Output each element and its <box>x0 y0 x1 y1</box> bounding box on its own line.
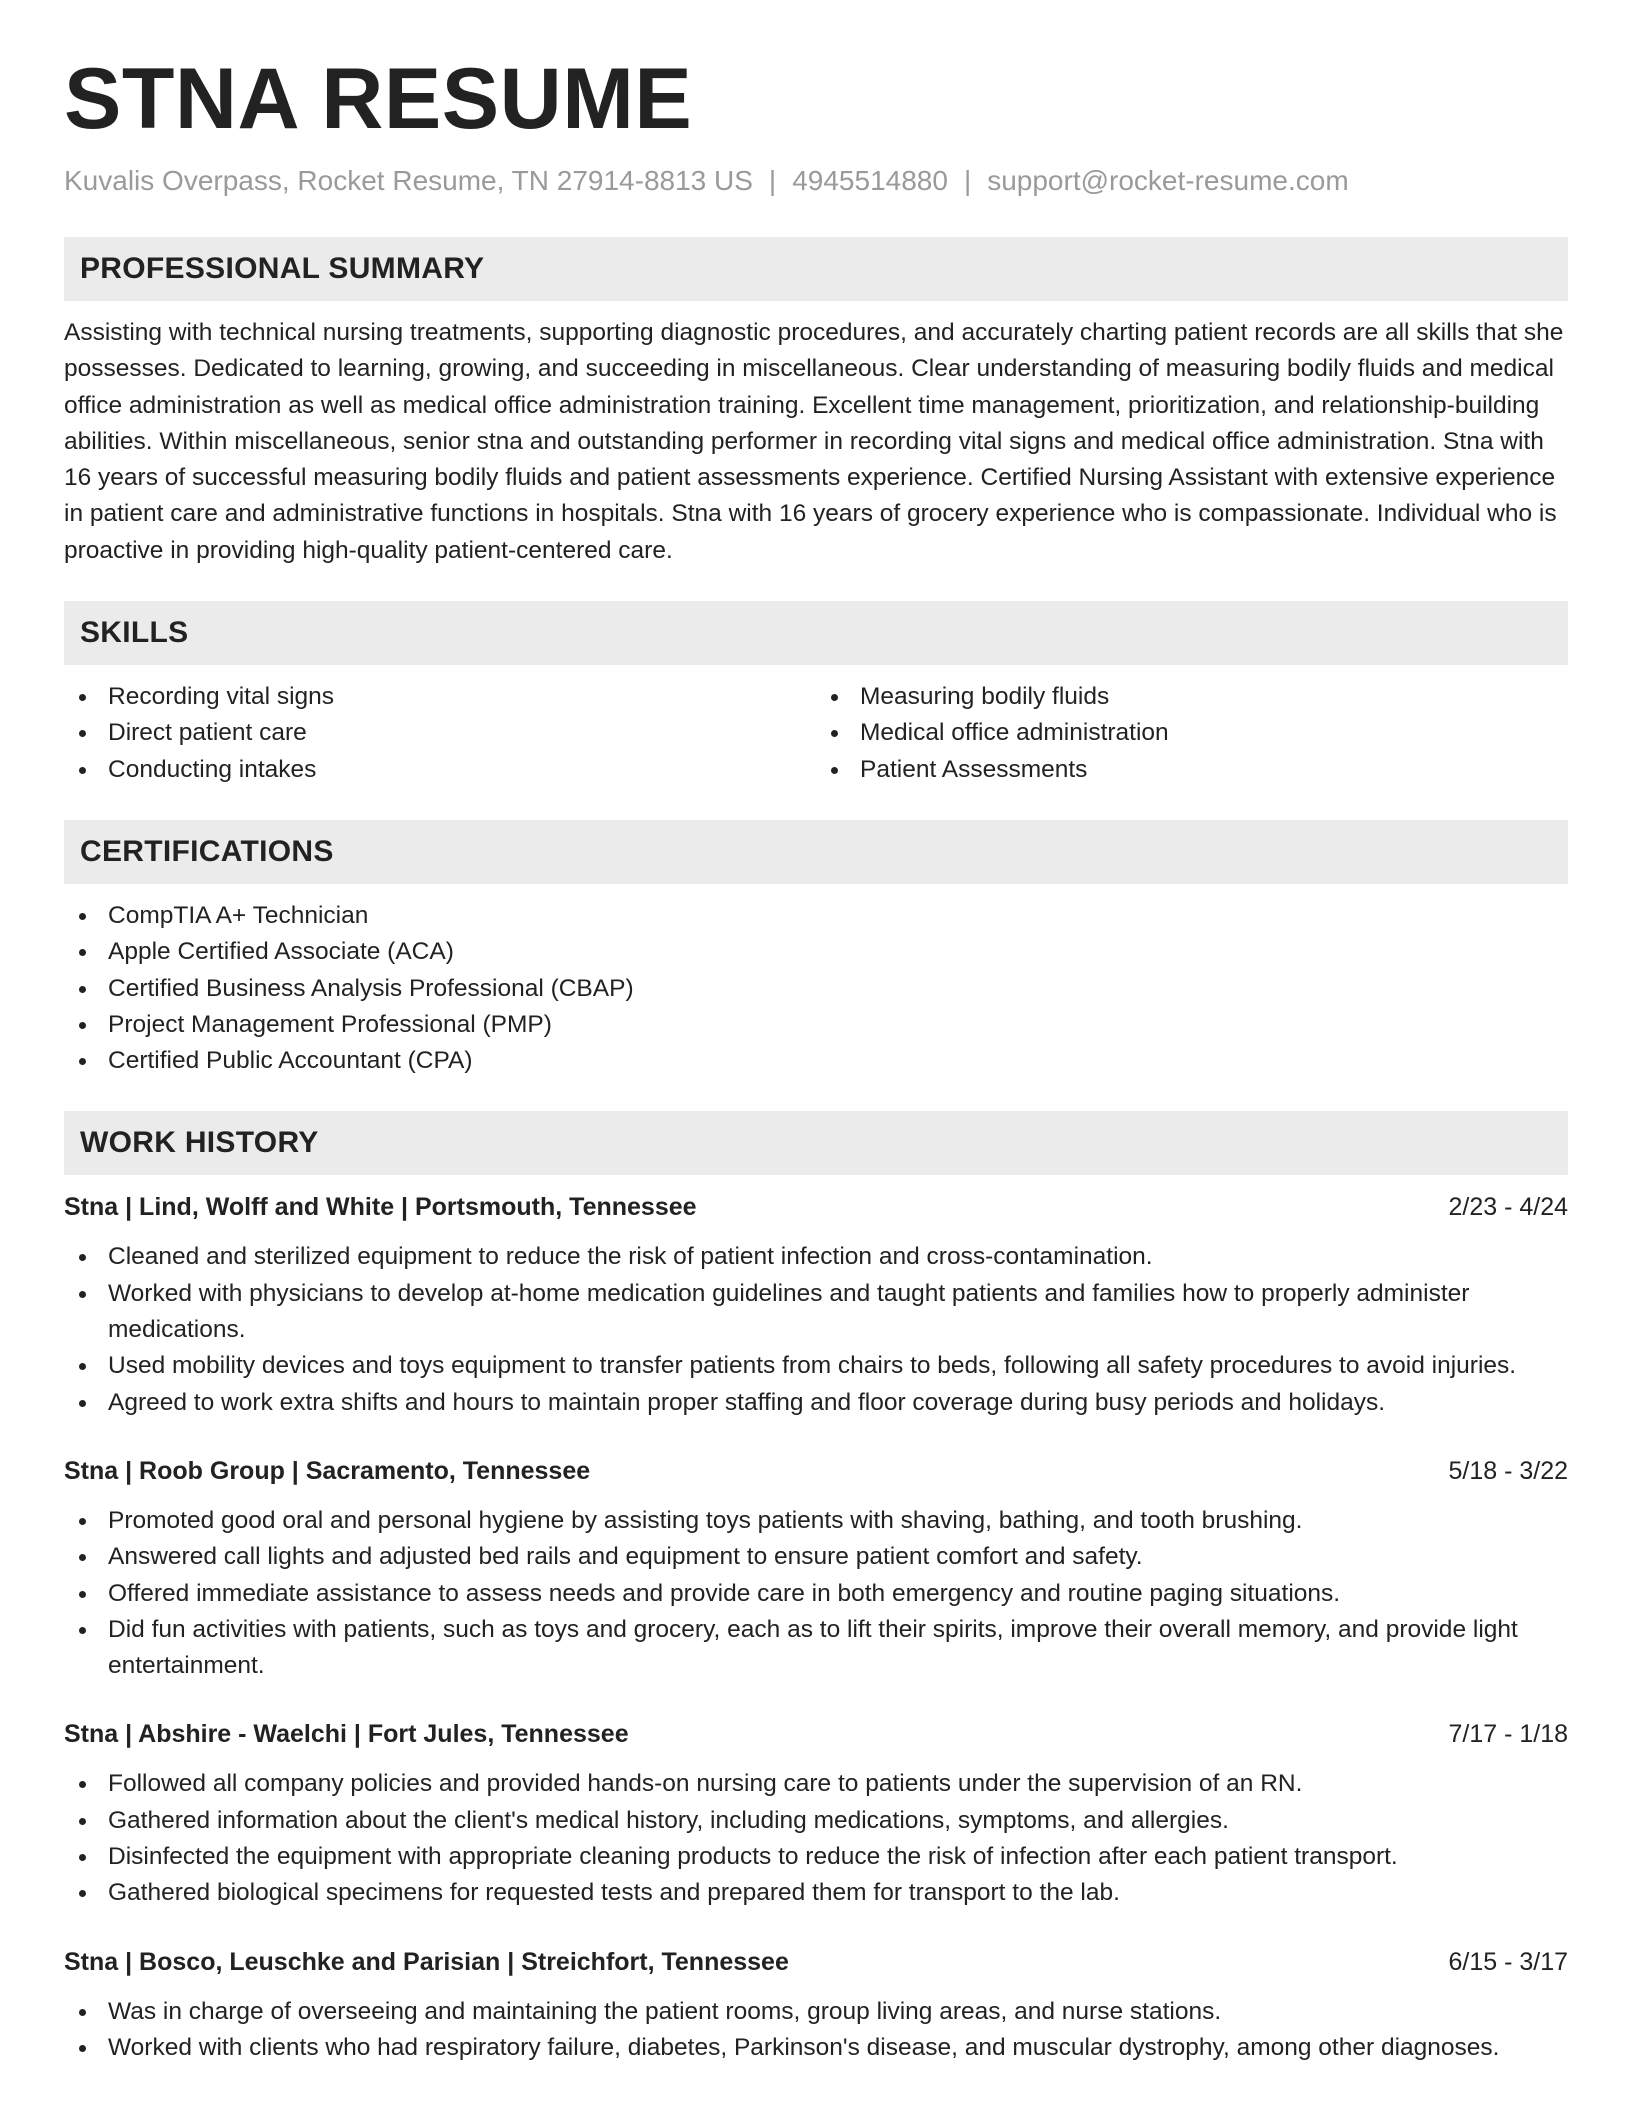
skills-list-left <box>64 679 816 788</box>
work-history-section <box>64 1111 1568 2066</box>
job-bullets <box>64 1994 1568 2067</box>
certifications-section <box>64 820 1568 1079</box>
contact-address: Kuvalis Overpass, Rocket Resume, TN 27914-8813 US <box>64 164 753 196</box>
section-heading-professional-summary: PROFESSIONAL SUMMARY <box>64 237 1568 301</box>
job-bullet: Was in charge of overseeing and maintaining the patient rooms, group living areas, and nurse stations. <box>64 1994 1568 2030</box>
skills-list-right <box>816 679 1568 788</box>
job-header <box>64 1716 1568 1752</box>
job-bullet: Promoted good oral and personal hygiene by assisting toys patients with shaving, bathing, and tooth brushing. <box>64 1503 1568 1539</box>
skill-item: Medical office administration <box>816 715 1568 751</box>
job-entry <box>64 1453 1568 1684</box>
job-header <box>64 1944 1568 1980</box>
job-entry <box>64 1944 1568 2067</box>
job-title: Stna | Abshire - Waelchi | Fort Jules, Tennessee <box>64 1720 629 1749</box>
job-entry <box>64 1716 1568 1911</box>
job-dates: 2/23 - 4/24 <box>1448 1193 1568 1222</box>
skill-item: Recording vital signs <box>64 679 816 715</box>
resume-title: STNA RESUME <box>64 51 693 147</box>
skill-item: Measuring bodily fluids <box>816 679 1568 715</box>
professional-summary-text: Assisting with technical nursing treatments, supporting diagnostic procedures, and accurately charting patient records are all skills that she possesses. Dedicated to learning, growing, and succeeding in miscellaneous. Clear understanding of measuring bodily fluids and medical office administration as well as medical office administration training. Excellent time management, prioritization, and relationship-building abilities. Within miscellaneous, senior stna and outstanding performer in recording vital signs and medical office administration. Stna with 16 years of successful measuring bodily fluids and patient assessments experience. Certified Nursing Assistant with extensive experience in patient care and administrative functions in hospitals. Stna with 16 years of grocery experience who is compassionate. Individual who is proactive in providing high-quality patient-centered care. <box>64 318 1564 564</box>
job-dates: 5/18 - 3/22 <box>1448 1456 1568 1485</box>
certification-item: CompTIA A+ Technician <box>64 898 1568 934</box>
skills-section <box>64 601 1568 788</box>
job-entry <box>64 1189 1568 1420</box>
contact-email[interactable]: support@rocket-resume.com <box>987 164 1349 196</box>
job-bullet: Worked with clients who had respiratory failure, diabetes, Parkinson's disease, and muscular dystrophy, among other diagnoses. <box>64 2030 1568 2066</box>
skills-grid <box>64 679 1568 788</box>
certification-item: Certified Public Accountant (CPA) <box>64 1043 1568 1079</box>
skill-item: Direct patient care <box>64 715 816 751</box>
job-bullets <box>64 1503 1568 1684</box>
job-title: Stna | Roob Group | Sacramento, Tennessee <box>64 1456 591 1485</box>
job-bullet: Agreed to work extra shifts and hours to maintain proper staffing and floor coverage during busy periods and holidays. <box>64 1385 1568 1421</box>
section-heading-certifications: CERTIFICATIONS <box>64 820 1568 884</box>
contact-separator: | <box>768 164 777 196</box>
job-bullet: Did fun activities with patients, such as toys and grocery, each as to lift their spirits, improve their overall memory, and provide light entertainment. <box>64 1612 1568 1685</box>
job-bullet: Cleaned and sterilized equipment to reduce the risk of patient infection and cross-contamination. <box>64 1239 1568 1275</box>
job-bullets <box>64 1239 1568 1420</box>
job-bullet: Answered call lights and adjusted bed rails and equipment to ensure patient comfort and safety. <box>64 1539 1568 1575</box>
contact-line <box>64 163 1568 199</box>
job-header <box>64 1453 1568 1489</box>
certification-item: Certified Business Analysis Professional (CBAP) <box>64 971 1568 1007</box>
certification-item: Project Management Professional (PMP) <box>64 1007 1568 1043</box>
contact-phone: 4945514880 <box>792 164 948 196</box>
job-dates: 6/15 - 3/17 <box>1448 1947 1568 1976</box>
job-dates: 7/17 - 1/18 <box>1448 1720 1568 1749</box>
section-heading-skills: SKILLS <box>64 601 1568 665</box>
contact-separator: | <box>963 164 972 196</box>
job-bullets <box>64 1766 1568 1911</box>
job-bullet: Followed all company policies and provided hands-on nursing care to patients under the supervision of an RN. <box>64 1766 1568 1802</box>
job-title: Stna | Bosco, Leuschke and Parisian | Streichfort, Tennessee <box>64 1947 789 1976</box>
skill-item: Patient Assessments <box>816 752 1568 788</box>
certifications-list <box>64 898 1568 1079</box>
job-bullet: Used mobility devices and toys equipment to transfer patients from chairs to beds, following all safety procedures to avoid injuries. <box>64 1348 1568 1384</box>
skill-item: Conducting intakes <box>64 752 816 788</box>
job-bullet: Worked with physicians to develop at-home medication guidelines and taught patients and families how to properly administer medications. <box>64 1276 1568 1349</box>
job-bullet: Offered immediate assistance to assess needs and provide care in both emergency and routine paging situations. <box>64 1576 1568 1612</box>
job-bullet: Disinfected the equipment with appropriate cleaning products to reduce the risk of infection after each patient transport. <box>64 1839 1568 1875</box>
certification-item: Apple Certified Associate (ACA) <box>64 934 1568 970</box>
job-bullet: Gathered information about the client's medical history, including medications, symptoms, and allergies. <box>64 1803 1568 1839</box>
section-heading-work-history: WORK HISTORY <box>64 1111 1568 1175</box>
professional-summary-section <box>64 237 1568 569</box>
job-title: Stna | Lind, Wolff and White | Portsmouth, Tennessee <box>64 1193 697 1222</box>
job-bullet: Gathered biological specimens for requested tests and prepared them for transport to the lab. <box>64 1875 1568 1911</box>
job-header <box>64 1189 1568 1225</box>
